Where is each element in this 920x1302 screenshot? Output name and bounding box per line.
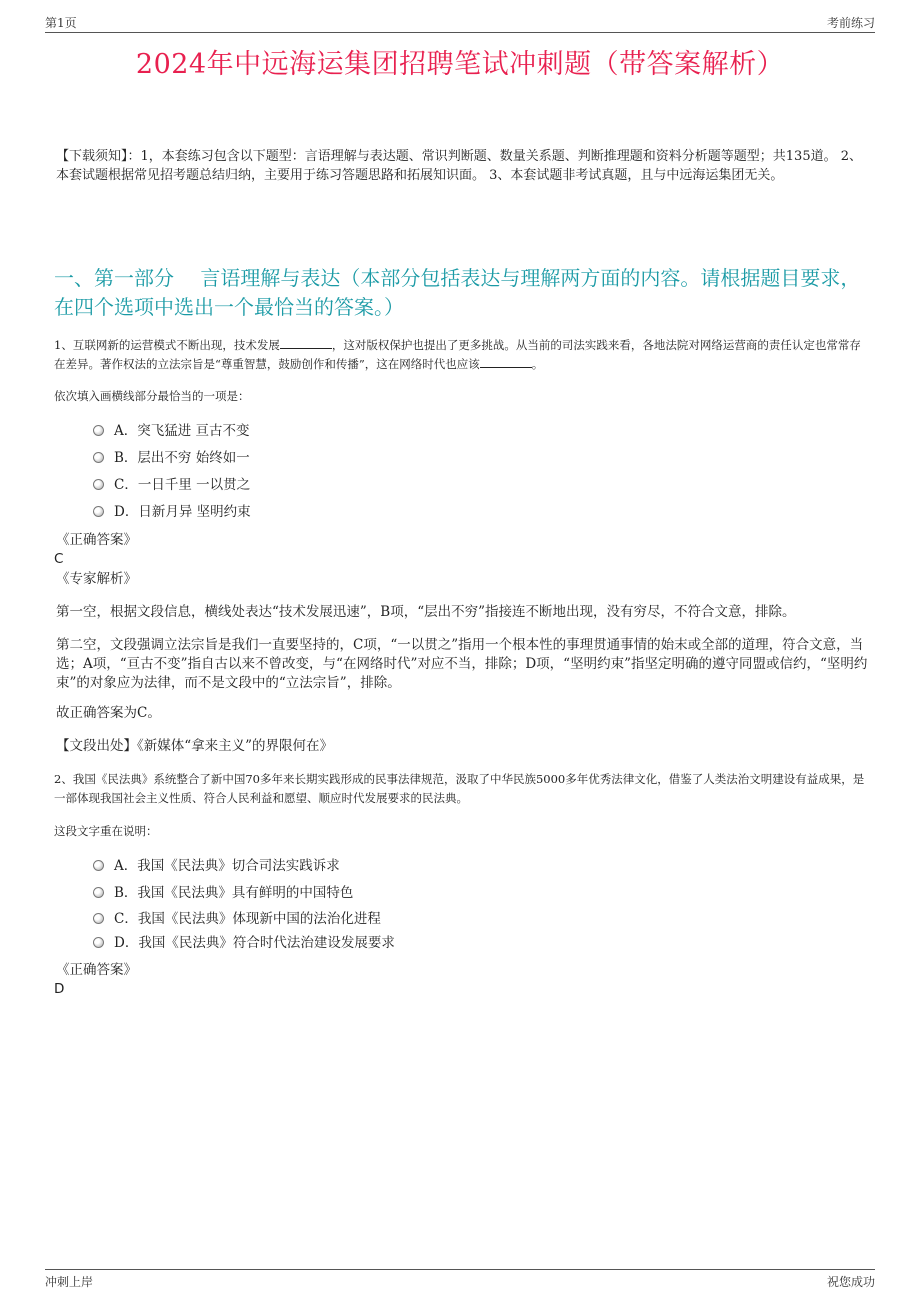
- q1-answer-label: 《正确答案》: [56, 532, 137, 548]
- q2-option-c[interactable]: C．我国《民法典》体现新中国的法治化进程: [93, 909, 381, 929]
- q2-answer: D: [54, 981, 65, 997]
- q1-answer: C: [54, 551, 64, 567]
- q1-source: 【文段出处】《新媒体“拿来主义”的界限何在》: [56, 738, 334, 754]
- q1-option-d[interactable]: D．日新月异 坚明约束: [93, 502, 251, 522]
- q2-option-a[interactable]: A．我国《民法典》切合司法实践诉求: [93, 856, 340, 876]
- page-number: 第1页: [45, 16, 77, 30]
- question-1-stem: 1、互联网新的运营模式不断出现，技术发展 ，这对版权保护也提出了更多挑战。从当前的司法实践来看，各地法院对网络运营商的责任认定也常常存在差异。著作权法的立法宗旨是“尊重智慧，鼓励创作和传播”，这在网络时代也应该 。: [54, 338, 861, 371]
- q1-explanation-3: 故正确答案为C。: [56, 705, 161, 721]
- download-notice: 【下载须知】：1，本套练习包含以下题型：言语理解与表达题、常识判断题、数量关系题、判断推理题和资料分析题等题型；共135道。 2、本套试题根据常见招考题总结归纳，主要用于练习答题思路和拓展知识面。 3、本套试题非考试真题，且与中远海运集团无关。: [56, 149, 862, 183]
- footer-right: 祝您成功: [826, 1275, 875, 1289]
- question-2-prompt: 这段文字重在说明：: [54, 824, 158, 838]
- question-2-stem: 2、我国《民法典》系统整合了新中国70多年来长期实践形成的民事法律规范，汲取了中华民族5000多年优秀法律文化，借鉴了人类法治文明建设有益成果，是一部体现我国社会主义性质、符合人民利益和愿望、顺应时代发展要求的民法典。: [54, 772, 865, 805]
- blank-line: [480, 356, 532, 368]
- radio-icon[interactable]: [93, 452, 104, 463]
- q1-explanation-2: 第二空，文段强调立法宗旨是我们一直要坚持的，C项，“一以贯之”指用一个根本性的事理贯通事情的始末或全部的道理，符合文意，当选；A项，“亘古不变”指自古以来不曾改变，与“在网络时代”对应不当，排除；D项，“坚明约束”指坚定明确的遵守同盟或信约，“坚明约束”的对象应为法律，而不是文段中的“立法宗旨”，排除。: [56, 637, 868, 691]
- page-header: [45, 14, 875, 33]
- q1-explanation-1: 第一空，根据文段信息，横线处表达“技术发展迅速”，B项，“层出不穷”指接连不断地出现，没有穷尽，不符合文意，排除。: [56, 604, 796, 620]
- q1-option-a[interactable]: A．突飞猛进 亘古不变: [93, 421, 250, 441]
- q2-option-d[interactable]: D．我国《民法典》符合时代法治建设发展要求: [93, 933, 395, 953]
- q1-analysis-label: 《专家解析》: [56, 571, 137, 587]
- radio-icon[interactable]: [93, 887, 104, 898]
- radio-icon[interactable]: [93, 913, 104, 924]
- radio-icon[interactable]: [93, 860, 104, 871]
- header-label: 考前练习: [826, 16, 875, 30]
- radio-icon[interactable]: [93, 937, 104, 948]
- radio-icon[interactable]: [93, 425, 104, 436]
- question-1-prompt: 依次填入画横线部分最恰当的一项是：: [54, 389, 250, 403]
- page-title: 2024年中远海运集团招聘笔试冲刺题（带答案解析）: [135, 49, 785, 80]
- q1-option-b[interactable]: B．层出不穷 始终如一: [93, 448, 250, 468]
- radio-icon[interactable]: [93, 506, 104, 517]
- footer-left: 冲刺上岸: [45, 1275, 94, 1289]
- radio-icon[interactable]: [93, 479, 104, 490]
- q2-option-b[interactable]: B．我国《民法典》具有鲜明的中国特色: [93, 883, 353, 903]
- section-heading: 一、第一部分 言语理解与表达（本部分包括表达与理解两方面的内容。请根据题目要求，在四个选项中选出一个最恰当的答案。）: [54, 266, 861, 319]
- page-footer: [45, 1269, 875, 1290]
- q2-answer-label: 《正确答案》: [56, 962, 137, 978]
- blank-line: [280, 337, 332, 349]
- q1-option-c[interactable]: C．一日千里 一以贯之: [93, 475, 250, 495]
